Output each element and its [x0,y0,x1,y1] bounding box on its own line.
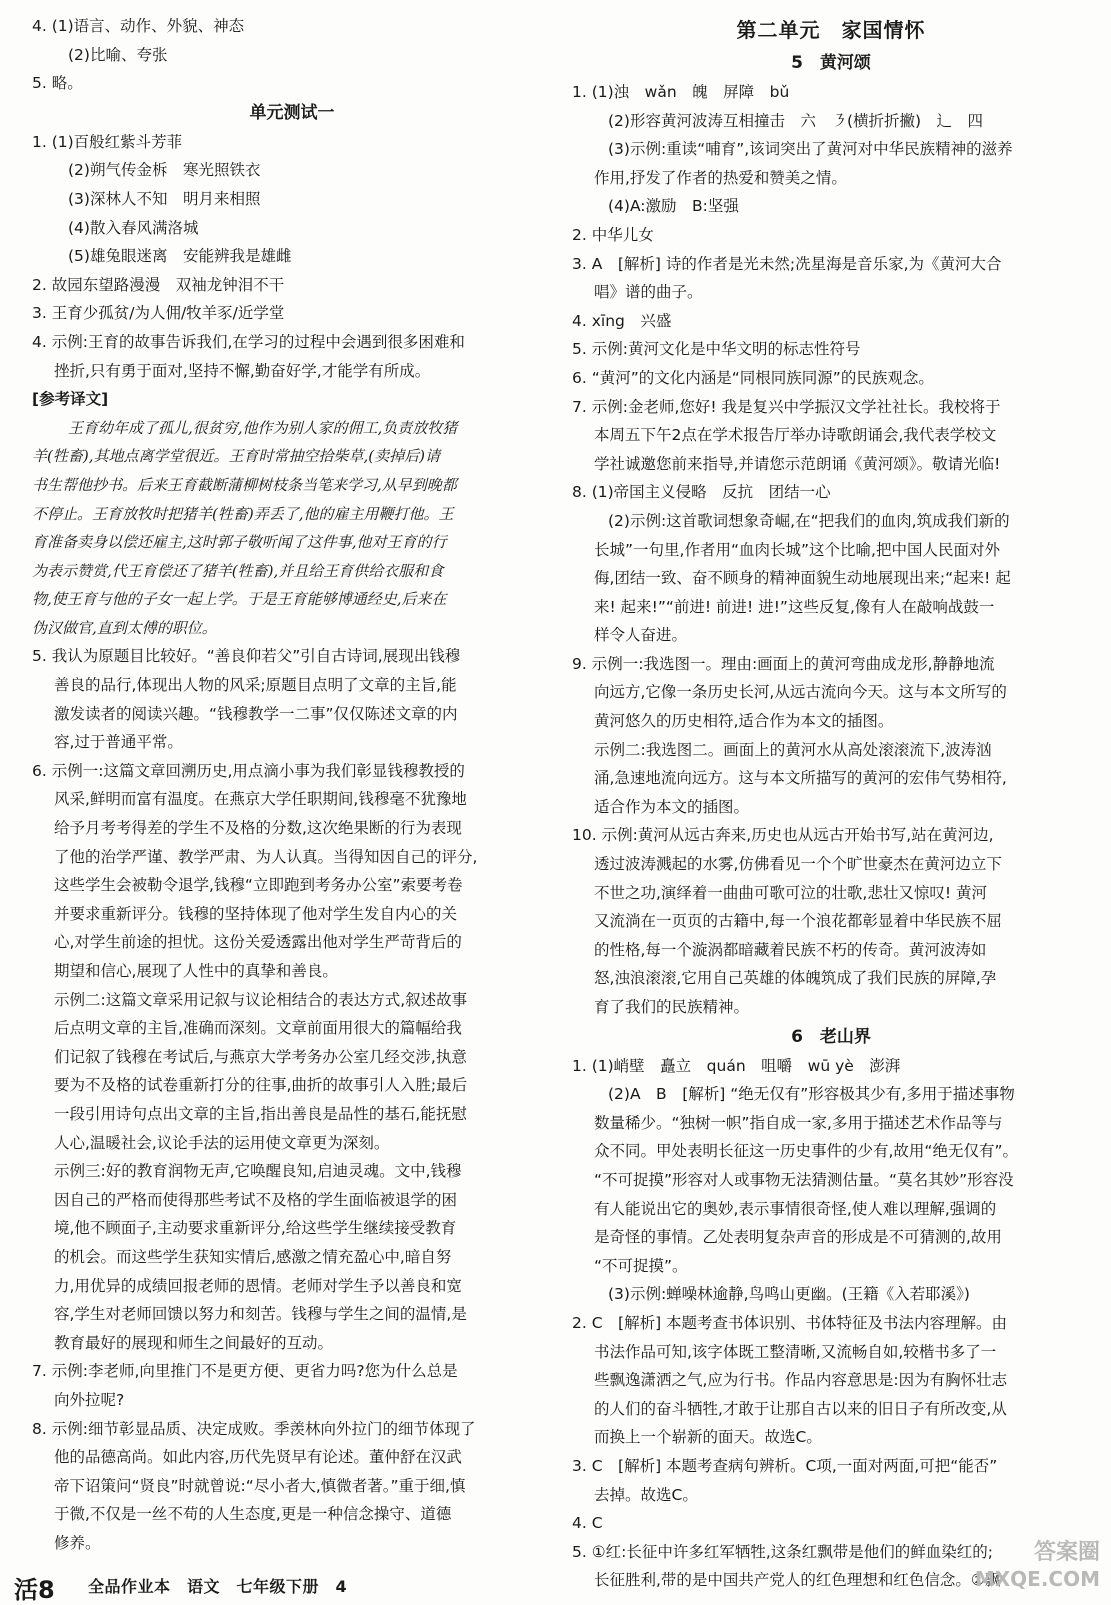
text-line: 6. 示例一:这篇文章回溯历史,用点滴小事为我们彰显钱穆教授的 [32,761,465,780]
text-line: 示例二:我选图二。画面上的黄河水从高处滚滚流下,波涛汹 [594,740,992,759]
text-line: (3)示例:重读“哺育”,该词突出了黄河对中华民族精神的滋养 [608,140,1013,159]
text-line: 3. 王育少孤贫/为人佣/牧羊豕/近学堂 [32,304,285,323]
text-line: 力,用优异的成绩回报老师的恩情。老师对学生予以善良和宽 [54,1276,462,1295]
text-line: 作用,抒发了作者的热爱和赞美之情。 [594,168,847,187]
text-line: 示例二:这篇文章采用记叙与议论相结合的表达方式,叙述故事 [54,990,468,1009]
text-line: (4)A:激励 B:坚强 [608,197,739,216]
text-line: 的机会。而这些学生获知实情后,感激之情充盈心中,暗自努 [54,1247,452,1266]
section-title: 第二单元 家国情怀 [736,18,926,42]
text-line: 去掉。故选C。 [594,1485,698,1504]
text-line: 并要求重新评分。钱穆的坚持体现了他对学生发自内心的关 [54,904,458,923]
text-line: 4. C [572,1514,603,1533]
text-line: (2)比喻、夸张 [68,45,168,64]
text-line: 书法作品可知,该字体既工整清晰,又流畅自如,较楷书多了一 [594,1342,997,1361]
text-line: 3. A [解析] 诗的作者是光未然;冼星海是音乐家,为《黄河大合 [572,254,1002,273]
text-line: 长征胜利,带的是中国共产党人的红色理想和红色信念。②飘 [594,1571,1001,1590]
text-line: 2. 中华儿女 [572,225,654,244]
text-line: (2)朔气传金柝 寒光照铁衣 [68,161,261,180]
section-title: 5 黄河颂 [791,53,871,73]
text-line: (2)A B [解析] “绝无仅有”形容极其少有,多用于描述事物 [608,1085,1015,1104]
watermark-logo [930,1540,1100,1596]
text-line: 7. 示例:李老师,向里推门不是更方便、更省力吗?您为什么总是 [32,1362,458,1381]
text-line: 书生帮他抄书。后来王育截断蒲柳树枝条当笔来学习,从早到晚都 [32,475,457,494]
text-line: 的人们的奋斗牺牲,才敢于让那自古以来的旧日子有所改变,从 [594,1399,1007,1418]
text-line: 1. (1)浊 wǎn 魄 屏障 bǔ [572,83,790,101]
text-line: 5. 我认为原题目比较好。“善良仰若父”引自古诗词,展现出钱穆 [32,647,461,666]
watermark-cn: 答案圈 [1033,1540,1100,1565]
section-title: 单元测试一 [249,102,335,123]
text-line: “不可捉摸”形容对人或事物无法猜测估量。“莫名其妙”形容没 [594,1170,1014,1189]
text-line: 侮,团结一致、奋不顾身的精神面貌生动地展现出来;“起来! 起 [594,569,1011,588]
text-line: 们记叙了钱穆在考试后,与燕京大学考务办公室几经交涉,执意 [54,1047,467,1066]
text-line: 物,使王育与他的子女一起上学。于是王育能够博通经史,后来在 [32,590,447,609]
text-line: 透过波涛溅起的水雾,仿佛看见一个个旷世豪杰在黄河边立下 [594,855,1002,874]
text-line: 为表示赞赏,代王育偿还了猪羊(牲畜),并且给王育供给衣服和食 [32,561,444,580]
text-line: 8. (1)帝国主义侵略 反抗 团结一心 [572,483,831,502]
text-line: [参考译文] [32,390,109,409]
text-line: 王育幼年成了孤儿,很贫穷,他作为别人家的佣工,负责放牧猪 [68,418,458,437]
text-line: 长城”一句里,作者用“血肉长城”这个比喻,把中国人民面对外 [594,540,1000,559]
text-line: 期望和信心,展现了人性中的真挚和善良。 [54,962,338,980]
text-line: 黄河悠久的历史相符,适合作为本文的插图。 [594,712,894,731]
text-line: 给予月考考得差的学生不及格的分数,这次绝果断的行为表现 [54,819,462,838]
text-line: 4. (1)语言、动作、外貌、神态 [32,17,245,35]
text-line: 9. 示例一:我选图一。理由:画面上的黄河弯曲成龙形,静静地流 [572,654,995,673]
text-line: 的性格,每一个漩涡都暗藏着民族不朽的传奇。黄河波涛如 [594,940,987,959]
text-line: 4. 示例:王育的故事告诉我们,在学习的过程中会遇到很多困难和 [32,332,465,351]
text-line: 4. xīng 兴盛 [572,311,672,330]
text-line: 风采,鲜明而富有温度。在燕京大学任职期间,钱穆毫不犹豫地 [54,790,467,809]
text-line: 8. 示例:细节彰显品质、决定成败。季羡林向外拉门的细节体现了 [32,1419,476,1438]
text-line: 向外拉呢? [54,1390,125,1409]
text-line: 挫折,只有勇于面对,坚持不懈,勤奋好学,才能学有所成。 [54,361,431,380]
text-line: 有人能说出它的奥妙,表示事情很奇怪,使人难以理解,强调的 [594,1199,997,1218]
text-line: 本周五下午2点在学术报告厅举办诗歌朗诵会,我代表学校文 [594,426,997,445]
text-line: 修养。 [54,1533,101,1552]
text-line: 伪汉做官,直到太傅的职位。 [32,618,217,637]
watermark-en: MXQE.COM [974,1567,1100,1591]
text-line: 7. 示例:金老师,您好! 我是复兴中学振汉文学社社长。我校将于 [572,397,1001,416]
text-line: (2)形容黄河波涛互相撞击 六 ㇋(横折折撇) ⻌ 四 [608,111,984,130]
text-line: 因自己的严格而使得那些考试不及格的学生面临被退学的困 [54,1190,458,1209]
text-line: “不可捉摸”。 [594,1256,688,1275]
text-line: 3. C [解析] 本题考查病句辨析。C项,一面对两面,可把“能否” [572,1456,998,1475]
text-line: 他的品德高尚。如此内容,历代先贤早有论述。董仲舒在汉武 [54,1448,462,1467]
text-line: 容,学生对老师回馈以努力和刻苦。钱穆与学生之间的温情,是 [54,1305,467,1324]
text-line: 学社诚邀您前来指导,并请您示范朗诵《黄河颂》。敬请光临! [594,454,1001,473]
text-line: 激发读者的阅读兴趣。“钱穆教学一二事”仅仅陈述文章的内 [54,704,458,723]
text-line: 又流淌在一页页的古籍中,每一个浪花都彰显着中华民族不屈 [594,912,1002,931]
text-line: 10. 示例:黄河从远古奔来,历史也从远古开始书写,站在黄河边, [572,826,994,845]
text-line: 育了我们的民族精神。 [594,998,750,1016]
text-line: 5. 示例:黄河文化是中华文明的标志性符号 [572,340,861,359]
text-line: 于微,不仅是一丝不苟的人生态度,更是一种信念操守、道德 [54,1505,452,1524]
text-line: 不世之功,演绎着一曲曲可歌可泣的壮歌,悲壮又惊叹! 黄河 [594,883,987,902]
text-line: (3)深林人不知 明月来相照 [68,189,261,208]
text-line: 些飘逸潇洒之气,应为行书。作品内容意思是:因为有胸怀壮志 [594,1371,1008,1390]
text-line: 是奇怪的事情。乙处表明复杂声音的形成是不可猜测的,故用 [594,1228,1002,1247]
text-line: 一段引用诗句点出文章的主旨,指出善良是品性的基石,能抚慰 [54,1104,467,1123]
left-column [32,12,552,1557]
text-line: 境,他不顾面子,主动要求重新评分,给这些学生继续接受教育 [54,1219,457,1238]
text-line: 众不同。甲处表明长征这一历史事件的少有,故用“绝无仅有”。 [594,1142,1018,1161]
text-line: 而换上一个崭新的面天。故选C。 [594,1428,822,1447]
text-line: (4)散入春风满洛城 [68,218,199,237]
text-line: 人心,温暖社会,议论手法的运用使文章更为深刻。 [54,1133,390,1152]
text-line: 怒,浊浪滚滚,它用自己英雄的体魄筑成了我们民族的屏障,孕 [594,969,997,988]
text-line: 心,对学生前途的担忧。这份关爱透露出他对学生严苛背后的 [54,933,462,952]
text-line: 1. (1)百般红紫斗芳菲 [32,132,183,151]
text-line: 羊(牲畜),其地点离学堂很近。王育时常抽空拾柴草,(卖掉后)请 [32,447,440,466]
text-line: 涌,急速地流向远方。这与本文所描写的黄河的宏伟气势相符, [594,769,1007,788]
text-line: 5. ①红:长征中许多红军牺牲,这条红飘带是他们的鲜血染红的; [572,1542,993,1561]
text-line: 唱》谱的曲子。 [594,283,703,302]
text-line: (3)示例:蝉噪林逾静,鸟鸣山更幽。(王籍《入若耶溪》) [608,1285,970,1304]
right-column [572,12,1090,1595]
text-line: 2. C [解析] 本题考查书体识别、书体特征及书法内容理解。由 [572,1313,1008,1332]
text-line: 2. 故园东望路漫漫 双袖龙钟泪不干 [32,275,285,294]
text-line: (5)雄兔眼迷离 安能辨我是雄雌 [68,247,292,266]
text-line: 帝下诏策问“贤良”时就曾说:“尽小者大,慎微者著。”重于细,慎 [54,1476,466,1495]
text-line: 5. 略。 [32,74,83,93]
text-line: 1. (1)峭壁 矗立 quán 咀嚼 wū yè 澎湃 [572,1056,901,1075]
text-line: 适合作为本文的插图。 [594,797,750,816]
text-line: 数量稀少。“独树一帜”指自成一家,多用于描述艺术作品等与 [594,1113,1003,1132]
text-line: 来! 起来!”“前进! 前进! 进!”这些反复,像有人在敲响战鼓一 [594,597,995,616]
text-line: 教育最好的展现和师生之间最好的互动。 [54,1333,334,1352]
text-line: (2)示例:这首歌词想象奇崛,在“把我们的血肉,筑成我们新的 [608,511,1010,530]
activity-number: 活8 [14,1576,55,1604]
text-line: 向远方,它像一条历史长河,从远古流向今天。这与本文所写的 [594,683,1007,702]
text-line: 善良的品行,体现出人物的风采;原题目点明了文章的主旨,能 [54,676,457,695]
text-line: 示例三:好的教育润物无声,它唤醒良知,启迪灵魂。文中,钱穆 [54,1162,462,1181]
text-line: 6. “黄河”的文化内涵是“同根同族同源”的民族观念。 [572,368,934,387]
text-line: 后点明文章的主旨,准确而深刻。文章前面用很大的篇幅给我 [54,1019,462,1038]
text-line: 了他的治学严谨、教学严肃、为人认真。当得知因自己的评分, [54,847,478,866]
section-title: 6 老山界 [791,1026,871,1047]
text-line: 这些学生会被勒令退学,钱穆“立即跑到考务办公室”索要考卷 [54,876,463,895]
book-info: 全品作业本 语文 七年级下册 4 [88,1577,348,1596]
text-line: 要为不及格的试卷重新打分的往事,曲折的故事引人入胜;最后 [54,1076,468,1095]
text-line: 样令人奋进。 [594,626,688,645]
text-line: 不停止。王育放牧时把猪羊(牲畜)弄丢了,他的雇主用鞭打他。王 [32,504,454,523]
text-line: 容,过于普通平常。 [54,733,183,752]
text-line: 育准备卖身以偿还雇主,这时郭子敬听闻了这件事,他对王育的行 [32,533,447,552]
